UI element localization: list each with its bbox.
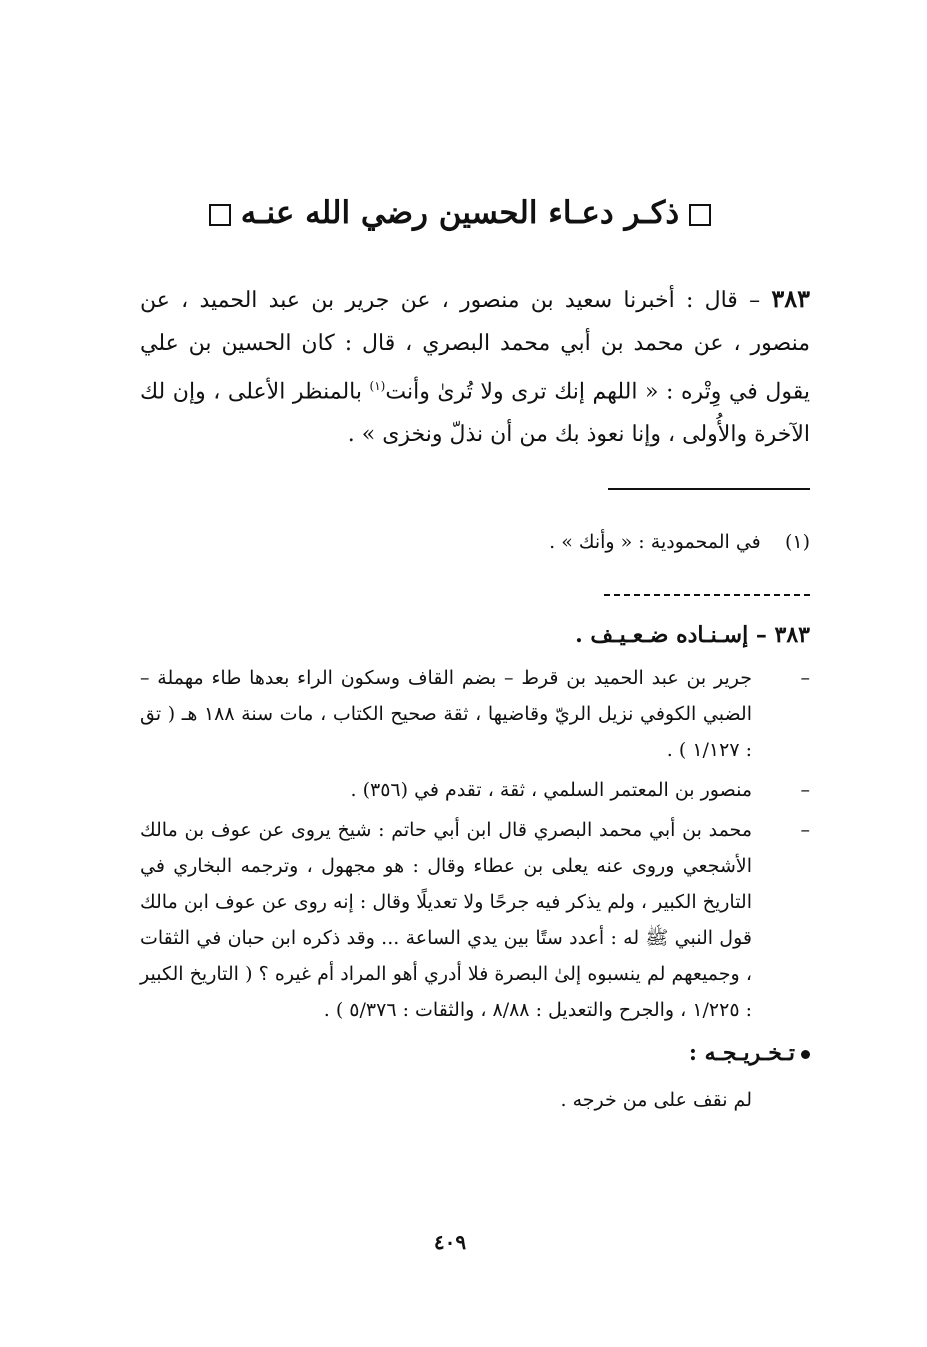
takhrij-title: تـخـريـجـه :	[688, 1040, 795, 1066]
narrator-text: محمد بن أبي محمد البصري قال ابن أبي حاتم : شيخ يروى عن عوف بن مالك الأشجعي وروى عنه يعلى بن عطاء وقال : هو مجهول ، وترجمه البخاري في التاريخ الكبير ، ولم يذكر فيه جرحًا ولا تعديلًا وقال : إنه روى عن عوف ابن مالك قول النبي ﷺ له : أعدد ستًا بين يدي الساعة ... وقد ذكره ابن حبان في الثقات ، وجميعهم لم ينسبوه إلىٰ البصرة فلا أدري أهو المراد أم غيره ؟ ( التاريخ الكبير : ١/٢٢٥ ، والجرح والتعديل : ٨/٨٨ ، والثقات : ٥/٣٧٦ ) .	[140, 819, 752, 1021]
box-icon	[689, 204, 711, 226]
narrator-dash: –	[800, 667, 810, 689]
narrator-entry	[140, 772, 810, 808]
hadith-body-end: بالمنظر الأعلى ، وإن لك الآخرة والأُولى ، وإنا نعوذ بك من أن نذلّ ونخزى » .	[140, 379, 810, 448]
commentary	[140, 614, 810, 1120]
commentary-divider	[604, 594, 810, 596]
footnote	[140, 524, 810, 560]
narrator-entry	[140, 812, 810, 1028]
bullet-icon	[801, 1050, 810, 1059]
takhrij-text: لم نقف على من خرجه .	[560, 1089, 752, 1111]
narrator-dash: –	[800, 779, 810, 801]
narrator-text: منصور بن المعتمر السلمي ، ثقة ، تقدم في (٣٥٦) .	[350, 779, 752, 801]
takhrij-heading	[140, 1032, 810, 1074]
page-number: ٤٠٩	[433, 1230, 467, 1254]
hadith-text	[140, 277, 810, 456]
narrator-text: جرير بن عبد الحميد بن قرط – بضم القاف وسكون الراء بعدها طاء مهملة – الضبي الكوفي نزيل الريّ وقاضيها ، ثقة صحيح الكتاب ، مات سنة ١٨٨ هـ ( تق : ١/١٢٧ ) .	[140, 667, 752, 761]
narrator-entry	[140, 660, 810, 768]
chapter-title	[150, 188, 770, 238]
chapter-title-text: ذكـر دعـاء الحسين رضي الله عنـه	[240, 195, 680, 231]
footnote-divider	[608, 488, 810, 490]
box-icon	[209, 204, 231, 226]
narrator-dash: –	[800, 819, 810, 841]
footnote-marker: (١)	[369, 379, 386, 393]
isnad-grade: ٣٨٣ – إسـنـاده ضـعـيـف .	[575, 622, 810, 648]
footnote-number: (١)	[784, 531, 810, 553]
hadith-body: – قال : أخبرنا سعيد بن منصور ، عن جرير بن عبد الحميد ، عن منصور ، عن محمد بن أبي محمد البصري ، قال : كان الحسين بن علي يقول في وِتْره : « اللهم إنك ترى ولا تُرىٰ وأنت	[140, 288, 810, 405]
hadith-number: ٣٨٣	[771, 284, 810, 313]
footnote-text: في المحمودية : « وأنك » .	[549, 531, 761, 553]
